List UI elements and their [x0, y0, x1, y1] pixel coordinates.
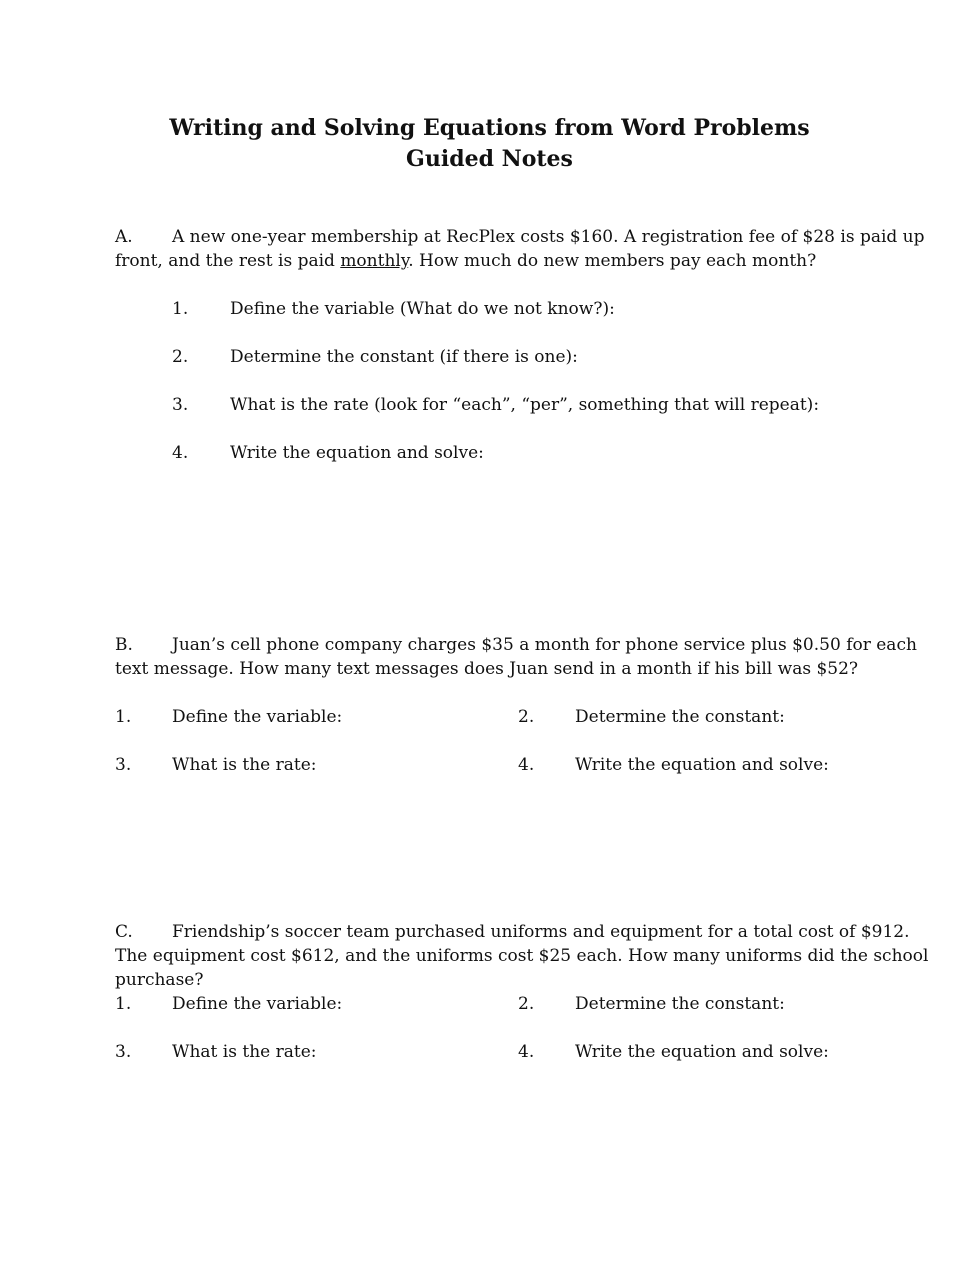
- problem-a-line-2-start: front, and the rest is paid: [115, 251, 341, 271]
- problem-b-letter: B.: [115, 635, 133, 655]
- problem-b-step-1-label: Define the variable:: [172, 707, 343, 727]
- problem-a-step-2-label: Determine the constant (if there is one):: [230, 347, 578, 367]
- problem-a-step-4-label: Write the equation and solve:: [230, 443, 484, 463]
- problem-c-step-2-number: 2.: [518, 994, 535, 1014]
- problem-c-step-4-label: Write the equation and solve:: [575, 1042, 829, 1062]
- problem-b-step-2-label: Determine the constant:: [575, 707, 785, 727]
- problem-a-step-1-label: Define the variable (What do we not know?):: [230, 299, 615, 319]
- problem-c-line-3: purchase?: [115, 970, 204, 990]
- title-line-1: Writing and Solving Equations from Word Problems: [169, 115, 810, 141]
- problem-a-step-3-number: 3.: [172, 395, 189, 415]
- problem-c-line-2: The equipment cost $612, and the uniforms cost $25 each. How many uniforms did the school: [115, 946, 929, 966]
- problem-a-step-4-number: 4.: [172, 443, 189, 463]
- problem-a-step-1-number: 1.: [172, 299, 189, 319]
- problem-c-step-2-label: Determine the constant:: [575, 994, 785, 1014]
- problem-b-step-1-number: 1.: [115, 707, 132, 727]
- problem-c-line-1: Friendship’s soccer team purchased uniforms and equipment for a total cost of $912.: [172, 922, 910, 942]
- problem-b-step-3-label: What is the rate:: [172, 755, 317, 775]
- problem-c-letter: C.: [115, 922, 133, 942]
- title-line-2: Guided Notes: [406, 146, 573, 172]
- problem-c-step-1-number: 1.: [115, 994, 132, 1014]
- problem-a-step-3-label: What is the rate (look for “each”, “per”, something that will repeat):: [230, 395, 820, 415]
- problem-b-line-2: text message. How many text messages does Juan send in a month if his bill was $52?: [115, 659, 859, 679]
- underlined-word-monthly: monthly: [340, 251, 409, 271]
- problem-a-line-1: A new one-year membership at RecPlex costs $160. A registration fee of $28 is paid up: [172, 227, 925, 247]
- problem-c-step-3-label: What is the rate:: [172, 1042, 317, 1062]
- problem-a-line-2: [115, 249, 816, 273]
- problem-a-line-2-end: . How much do new members pay each month?: [408, 251, 817, 271]
- problem-b-line-1: Juan’s cell phone company charges $35 a month for phone service plus $0.50 for each: [172, 635, 917, 655]
- page-title: [0, 113, 979, 175]
- problem-c-step-1-label: Define the variable:: [172, 994, 343, 1014]
- problem-b-step-2-number: 2.: [518, 707, 535, 727]
- problem-a-step-2-number: 2.: [172, 347, 189, 367]
- problem-b-step-4-label: Write the equation and solve:: [575, 755, 829, 775]
- problem-c-step-4-number: 4.: [518, 1042, 535, 1062]
- problem-b-step-3-number: 3.: [115, 755, 132, 775]
- problem-c-step-3-number: 3.: [115, 1042, 132, 1062]
- problem-b-step-4-number: 4.: [518, 755, 535, 775]
- problem-a-letter: A.: [115, 227, 133, 247]
